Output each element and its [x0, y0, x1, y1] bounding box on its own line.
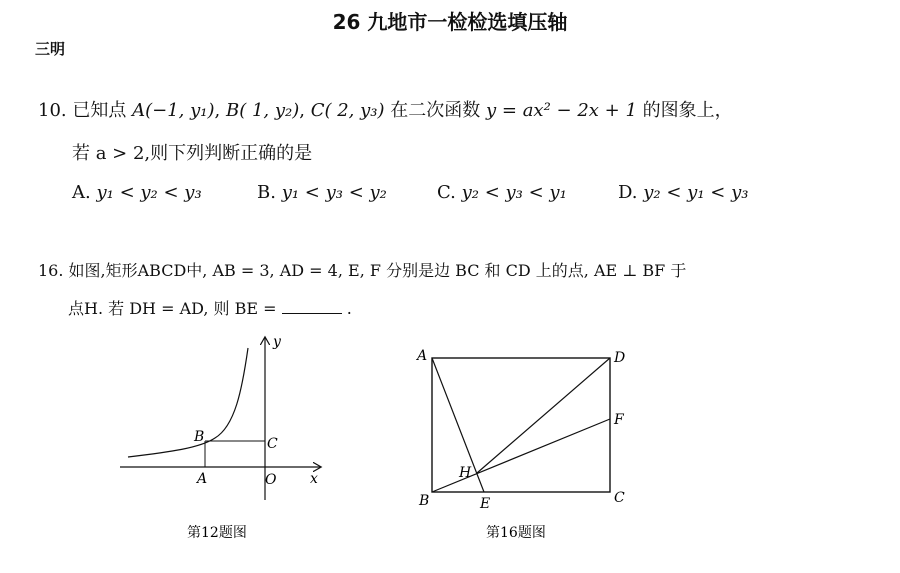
q16-line2-suffix: .	[346, 299, 352, 318]
label-y: y	[273, 334, 281, 350]
q10-option-c-text: y₂ < y₃ < y₁	[461, 182, 567, 203]
label-o: O	[265, 472, 277, 488]
q10-option-d	[618, 182, 748, 203]
q10-function: y = ax² − 2x + 1	[486, 100, 637, 121]
segment-bf	[432, 419, 610, 492]
label-b: B	[194, 429, 205, 445]
q16-line1: 16. 如图,矩形ABCD中, AB = 3, AD = 4, E, F 分别是边 BC 和 CD 上的点, AE ⊥ BF 于	[38, 261, 687, 280]
figure-12	[110, 330, 340, 560]
q10-option-a	[72, 182, 202, 203]
label-c: C	[267, 436, 278, 452]
q16-line2	[68, 296, 352, 319]
label-a: A	[197, 471, 208, 487]
q10-option-d-label: D.	[618, 182, 638, 203]
q10-point-a: A(−1, y₁)	[132, 100, 215, 121]
segment-hd	[477, 358, 610, 473]
label-d: D	[614, 350, 626, 366]
q10-line2: 若 a > 2,则下列判断正确的是	[72, 143, 313, 164]
label-h: H	[459, 465, 472, 481]
q10-option-a-text: y₁ < y₂ < y₃	[96, 182, 202, 203]
q10-option-b	[257, 182, 387, 203]
q10-option-b-label: B.	[257, 182, 276, 203]
document-title: 26 九地市一检检选填压轴	[332, 10, 568, 34]
q10-option-d-text: y₂ < y₁ < y₃	[643, 182, 749, 203]
q10-stem-prefix: 已知点	[72, 100, 127, 121]
q10-stem-suffix: 的图象上，	[642, 100, 733, 121]
q10-stem-mid: 在二次函数	[390, 100, 481, 121]
q10-line1: 10. 已知点 A(−1, y₁), B( 1, y₂), C( 2, y₃) 在二次函数 y = ax² − 2x + 1 的图象上，	[38, 100, 733, 121]
figure16-caption: 第16题图	[486, 525, 546, 541]
segment-ae	[432, 358, 484, 492]
label-e: E	[480, 496, 491, 512]
label-x: x	[310, 471, 318, 487]
label-b: B	[419, 493, 430, 509]
label-f: F	[614, 412, 624, 428]
q16-line2-prefix: 点H. 若 DH = AD, 则 BE =	[68, 299, 277, 318]
q10-option-c-label: C.	[437, 182, 456, 203]
q10-number: 10.	[38, 100, 67, 121]
q10-point-b: B( 1, y₂)	[225, 100, 300, 121]
figure-16	[410, 340, 635, 565]
region-label: 三明	[35, 40, 66, 58]
q10-option-c	[437, 182, 567, 203]
q10-option-b-text: y₁ < y₃ < y₂	[281, 182, 387, 203]
figure12-caption: 第12题图	[187, 525, 247, 541]
q10-point-c: C( 2, y₃)	[310, 100, 385, 121]
answer-blank	[282, 299, 342, 314]
q10-option-a-label: A.	[72, 182, 91, 203]
label-c: C	[614, 490, 625, 506]
label-a: A	[417, 348, 428, 364]
